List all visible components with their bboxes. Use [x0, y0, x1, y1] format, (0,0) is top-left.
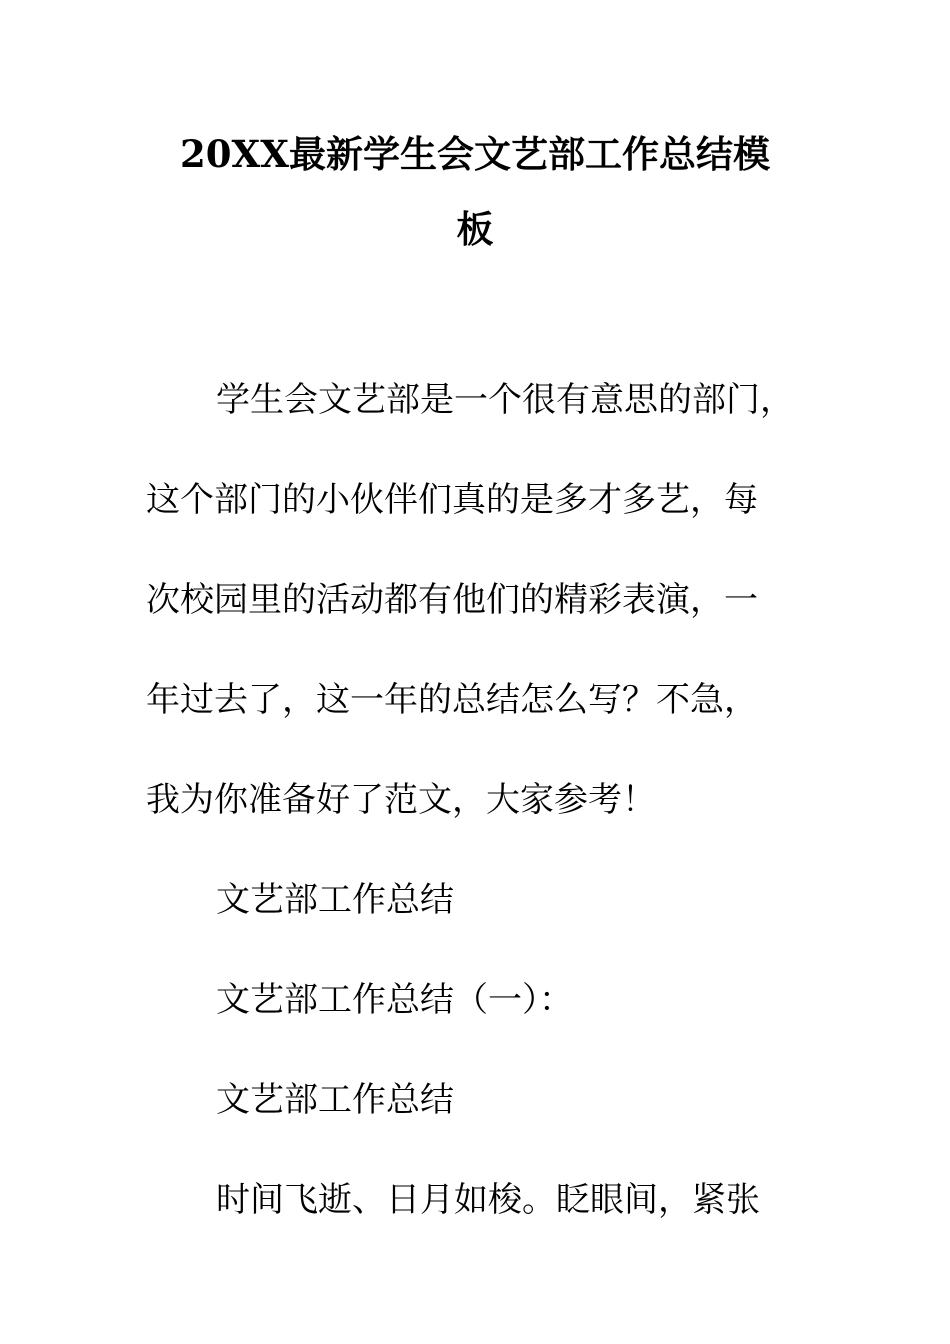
paragraph-line-2: 这个部门的小伙伴们真的是多才多艺，每	[146, 480, 758, 520]
paragraph-line-6: 时间飞逝、日月如梭。眨眼间，紧张	[216, 1180, 760, 1220]
section-heading-2: 文艺部工作总结（一）：	[216, 980, 573, 1020]
paragraph-line-1: 学生会文艺部是一个很有意思的部门，	[216, 380, 794, 420]
paragraph-line-5: 我为你准备好了范文，大家参考！	[146, 780, 656, 820]
document-title-line-2: 板	[456, 207, 494, 251]
document-title-line-1: 20XX最新学生会文艺部工作总结模	[180, 132, 770, 176]
section-heading-1: 文艺部工作总结	[216, 880, 454, 920]
section-heading-3: 文艺部工作总结	[216, 1080, 454, 1120]
paragraph-line-4: 年过去了，这一年的总结怎么写？不急，	[146, 680, 758, 720]
paragraph-line-3: 次校园里的活动都有他们的精彩表演，一	[146, 580, 758, 620]
